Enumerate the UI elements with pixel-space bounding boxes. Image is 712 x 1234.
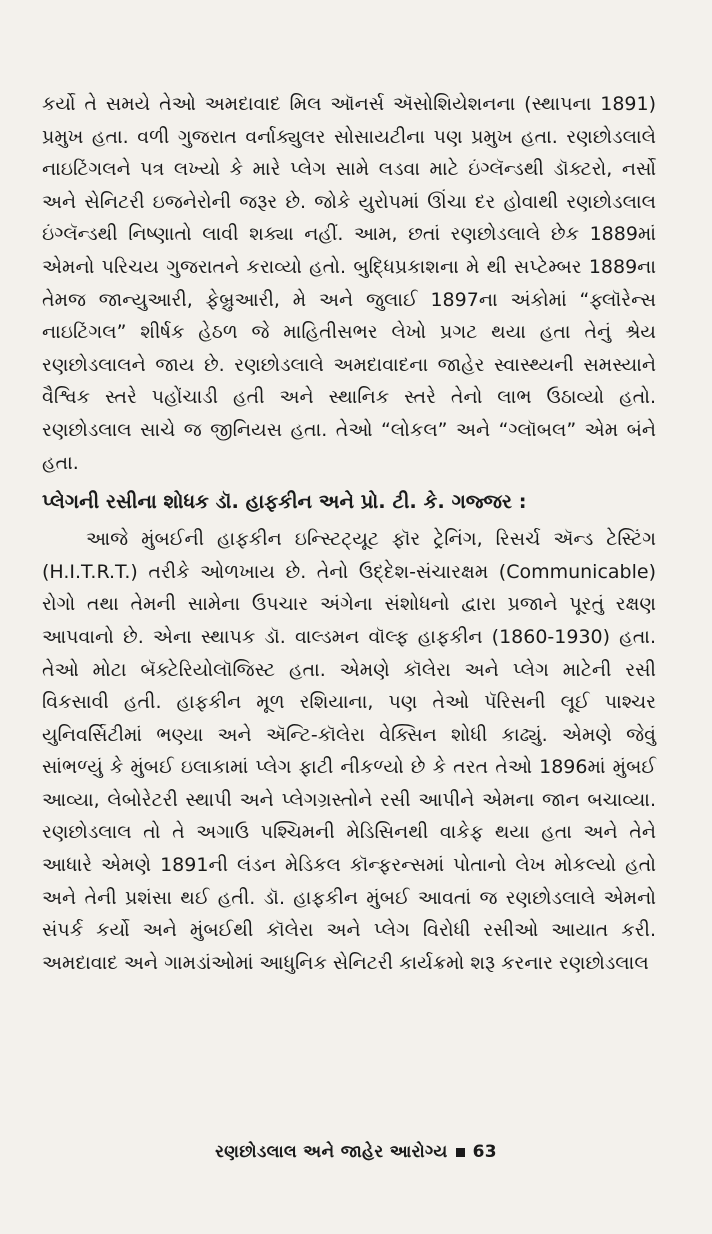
page-number: 63: [472, 1142, 497, 1162]
body-paragraph-continued: કર્યો તે સમયે તેઓ અમદાવાદ મિલ ઑનર્સ ઍસોશિયેશનના (સ્થાપના 1891) પ્રમુખ હતા. વળી ગુજરાત વર્નાક્યુલર સોસાયટીના પણ પ્રમુખ હતા. રણછોડલાલે નાઇટિંગલને પત્ર લખ્યો કે મારે પ્લેગ સામે લડવા માટે ઇંગ્લૅન્ડથી ડૉક્ટરો, નર્સો અને સેનિટરી ઇજનેરોની જરૂર છે. જોકે યુરોપમાં ઊંચા દર હોવાથી રણછોડલાલ ઇંગ્લૅન્ડથી નિષ્ણાતો લાવી શક્યા નહીં. આમ, છતાં રણછોડલાલે છેક 1889માં એમનો પરિચય ગુજરાતને કરાવ્યો હતો. બુદ્ધિપ્રકાશના મે થી સપ્ટેમ્બર 1889ના તેમજ જાન્યુઆરી, ફેબ્રુઆરી, મે અને જુલાઈ 1897ના અંકોમાં “ફ્લૉરેન્સ નાઇટિંગલ” શીર્ષક હેઠળ જે માહિતીસભર લેખો પ્રગટ થયા હતા તેનું શ્રેય રણછોડલાલને જાય છે. રણછોડલાલે અમદાવાદના જાહેર સ્વાસ્થ્યની સમસ્યાને વૈશ્વિક સ્તરે પહોંચાડી હતી અને સ્થાનિક સ્તરે તેનો લાભ ઉઠાવ્યો હતો. રણછોડલાલ સાચે જ જીનિયસ હતા. તેઓ “લોકલ” અને “ગ્લૉબલ” એમ બંને હતા.: [42, 93, 656, 474]
running-title: રણછોડલાલ અને જાહેર આરોગ્ય: [215, 1142, 448, 1162]
square-bullet-icon: [456, 1148, 465, 1157]
body-paragraph-haffkine: આજે મુંબઈની હાફકીન ઇન્સ્ટિટ્યૂટ ફૉર ટ્રેનિંગ, રિસર્ચ ઍન્ડ ટેસ્ટિંગ (H.I.T.R.T.) તરીકે ઓળખાય છે. તેનો ઉદ્દેશ-સંચારક્ષમ (Communicable) રોગો તથા તેમની સામેના ઉપચાર અંગેના સંશોધનો દ્વારા પ્રજાને પૂરતું રક્ષણ આપવાનો છે. એના સ્થાપક ડૉ. વાલ્ડમન વૉલ્ફ હાફકીન (1860-1930) હતા. તેઓ મોટા બૅક્ટેરિયોલૉજિસ્ટ હતા. એમણે કૉલેરા અને પ્લેગ માટેની રસી વિકસાવી હતી. હાફકીન મૂળ રશિયાના, પણ તેઓ પૅરિસની લૂઈ પાશ્ચર યુનિવર્સિટીમાં ભણ્યા અને ઍન્ટિ-કૉલેરા વેક્સિન શોધી કાઢ્યું. એમણે જેવું સાંભળ્યું કે મુંબઈ ઇલાકામાં પ્લેગ ફાટી નીકળ્યો છે કે તરત તેઓ 1896માં મુંબઈ આવ્યા, લેબોરેટરી સ્થાપી અને પ્લેગગ્રસ્તોને રસી આપીને એમના જાન બચાવ્યા. રણછોડલાલ તો તે અગાઉ પશ્ચિમની મેડિસિનથી વાકેફ થયા હતા અને તેને આધારે એમણે 1891ની લંડન મેડિકલ કૉન્ફરન્સમાં પોતાનો લેખ મોકલ્યો હતો અને તેની પ્રશંસા થઈ હતી. ડૉ. હાફકીન મુંબઈ આવતાં જ રણછોડલાલે એમનો સંપર્ક કર્યો અને મુંબઈથી કૉલેરા અને પ્લેગ વિરોધી રસીઓ આયાત કરી. અમદાવાદ અને ગામડાંઓમાં આધુનિક સેનિટરી કાર્યક્રમો શરૂ કરનાર રણછોડલાલ: [42, 528, 656, 974]
section-heading: પ્લેગની રસીના શોધક ડૉ. હાફકીન અને પ્રો. ટી. કે. ગજ્જર :: [42, 490, 527, 514]
page-footer: [0, 1142, 712, 1162]
